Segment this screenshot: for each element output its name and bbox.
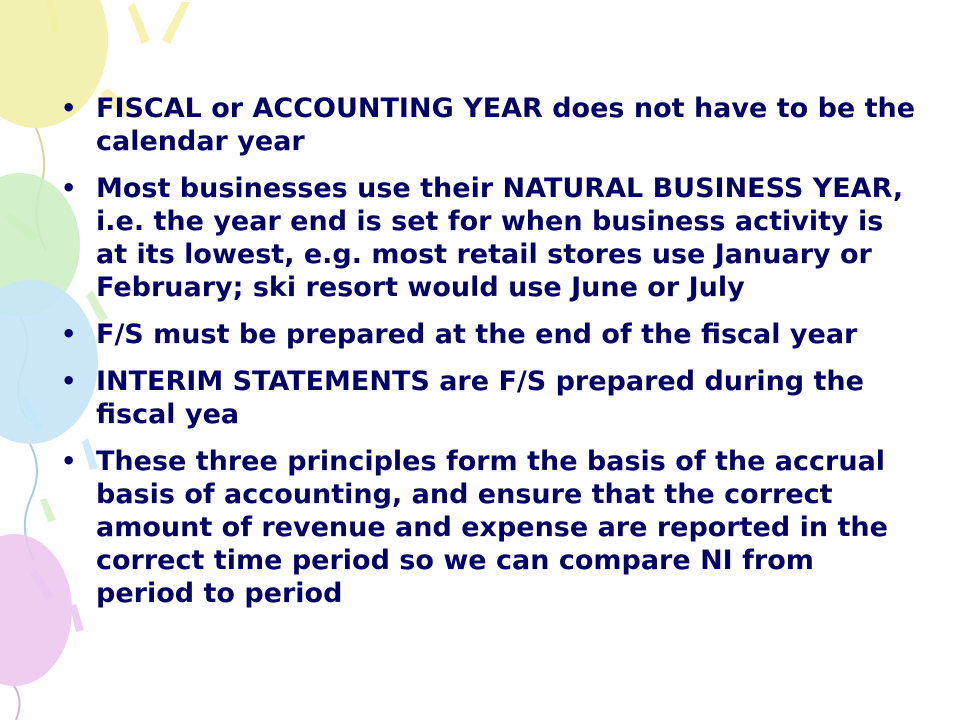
bullet-item bbox=[58, 172, 918, 304]
bullet-dot: • bbox=[61, 174, 77, 202]
bullet-item bbox=[58, 445, 918, 610]
bullet-dot: • bbox=[61, 367, 77, 395]
bullet-dot: • bbox=[61, 94, 77, 122]
bullet-text: F/S must be prepared at the end of the fiscal year bbox=[96, 319, 858, 350]
slide-content bbox=[58, 92, 918, 624]
bullet-item bbox=[58, 318, 918, 351]
bullet-dot: • bbox=[61, 320, 77, 348]
bullet-list bbox=[58, 92, 918, 610]
bullet-item bbox=[58, 365, 918, 431]
bullet-dot: • bbox=[61, 447, 77, 475]
bullet-text: INTERIM STATEMENTS are F/S prepared during the fiscal yea bbox=[96, 366, 864, 430]
bullet-text: These three principles form the basis of the accrual basis of accounting, and ensure that the correct amount of revenue and expense are reported in the correct time period so we can compare NI from period to period bbox=[96, 446, 888, 609]
bullet-item bbox=[58, 92, 918, 158]
bullet-text: Most businesses use their NATURAL BUSINESS YEAR, i.e. the year end is set for when business activity is at its lowest, e.g. most retail stores use January or February; ski resort would use June or July bbox=[96, 173, 904, 303]
bullet-text: FISCAL or ACCOUNTING YEAR does not have to be the calendar year bbox=[96, 93, 916, 157]
